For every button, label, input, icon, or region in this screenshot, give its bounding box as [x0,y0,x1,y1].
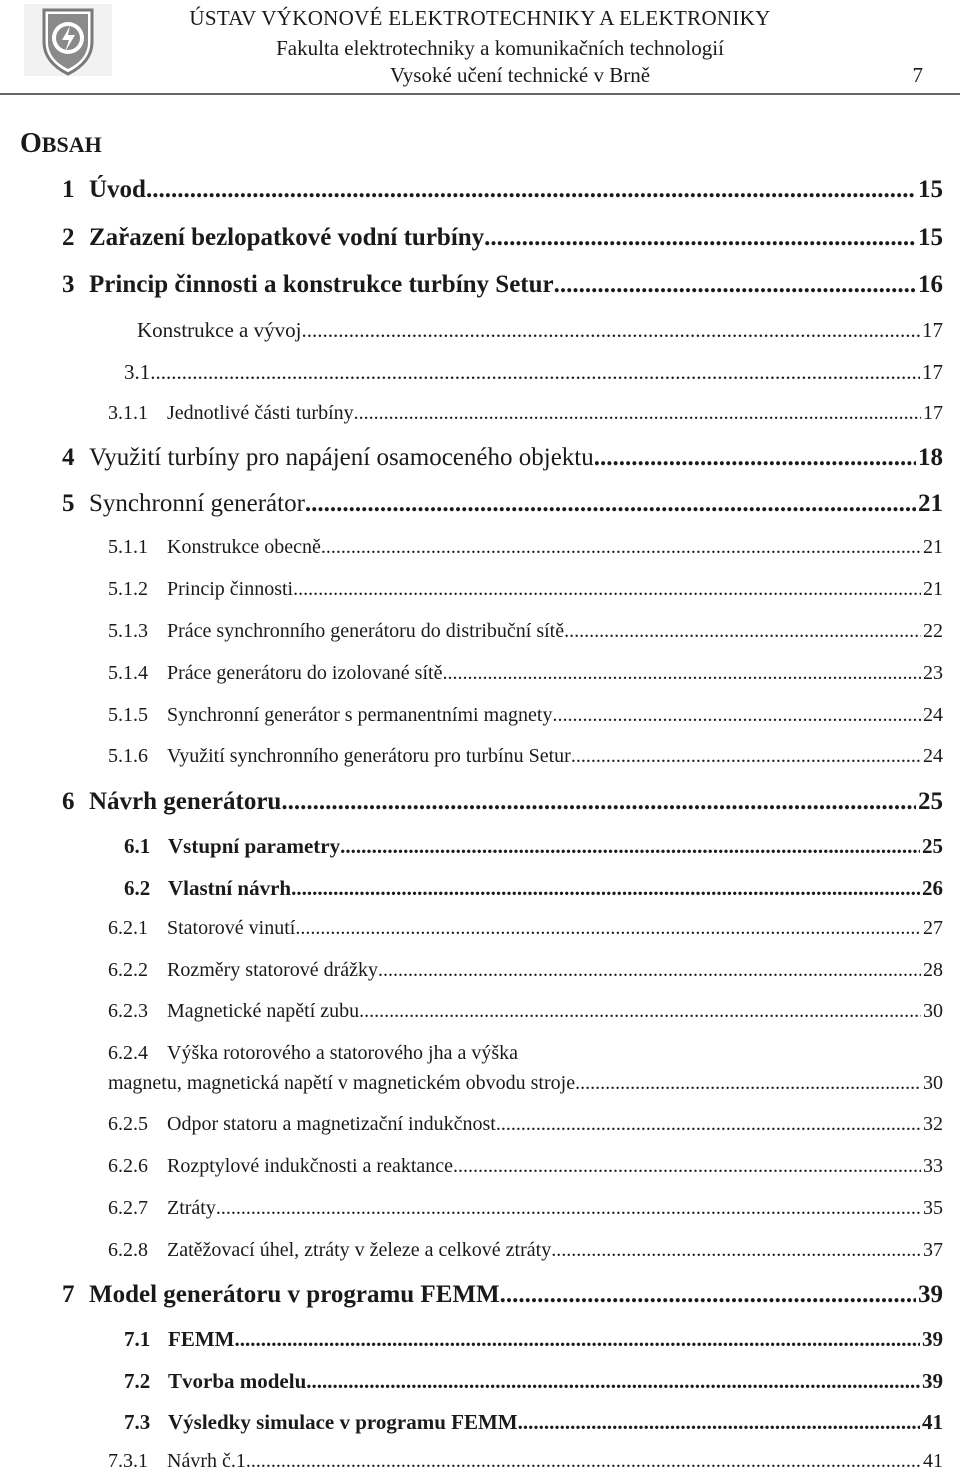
toc-leader-dots [378,959,921,982]
toc-entry[interactable] [124,876,943,901]
toc-entry-page: 23 [923,662,943,684]
toc-entry-number: 5.1.2 [108,578,148,600]
toc-entry-number: 3.1.1 [108,402,148,424]
toc-entry-title: Statorové vinutí [167,917,296,939]
toc-entry-page: 41 [922,1410,943,1434]
toc-entry[interactable] [62,271,943,299]
toc-entry-number: 5.1.1 [108,536,148,558]
toc-entry-number: 6.2.6 [108,1155,148,1177]
toc-entry-title: Odpor statoru a magnetizační indukčnost [167,1113,496,1135]
toc-leader-dots [552,704,921,727]
toc-entry-page: 17 [922,360,943,384]
toc-leader-dots [554,271,916,299]
toc-leader-dots [453,1155,921,1178]
toc-entry-page: 39 [918,1281,943,1308]
toc-entry-title: Práce synchronního generátoru do distribuční sítě [167,620,565,642]
toc-entry-title: Využití turbíny pro napájení osamoceného objektu [89,444,594,471]
toc-entry-page: 17 [923,402,943,424]
toc-leader-dots [551,1239,921,1262]
toc-leader-dots [295,917,921,940]
toc-entry-page: 21 [918,490,943,517]
toc-entry-number: 4 [62,444,75,471]
toc-leader-dots [321,536,921,559]
toc-entry-title: Práce generátoru do izolované sítě [167,662,443,684]
toc-entry-page: 41 [923,1450,943,1472]
toc-leader-dots [340,834,920,859]
toc-entry[interactable] [62,444,943,472]
toc-entry-page: 39 [922,1369,943,1393]
toc-entry[interactable] [62,176,943,204]
toc-entry-page: 32 [923,1113,943,1135]
toc-entry-number: 7.3.1 [108,1450,148,1472]
toc-entry[interactable] [124,1410,943,1435]
toc-entry[interactable] [124,360,943,385]
toc-leader-dots [291,876,920,901]
toc-entry[interactable] [108,1197,943,1220]
toc-entry[interactable] [108,917,943,940]
toc-entry-title: Model generátoru v programu FEMM [89,1281,500,1308]
toc-entry[interactable] [108,1239,943,1262]
toc-entry-title: Princip činnosti [167,578,294,600]
toc-entry[interactable] [108,1113,943,1136]
toc-entry-number: 6.2.5 [108,1113,148,1135]
toc-entry[interactable] [108,536,943,559]
toc-entry-number: 6.1 [124,834,151,858]
toc-entry[interactable] [108,1000,943,1023]
toc-entry-number: 2 [62,224,75,251]
toc-entry-title: Synchronní generátor [89,490,305,517]
toc-entry-title: Tvorba modelu [168,1369,307,1393]
toc-entry-title: Synchronní generátor s permanentními magnety [167,704,553,726]
toc-entry-number: 7 [62,1281,75,1308]
toc-entry[interactable] [108,959,943,982]
toc-leader-dots [150,360,920,385]
toc-entry-number: 7.2 [124,1369,151,1393]
toc-leader-dots [518,1410,920,1435]
toc-entry-title: Zatěžovací úhel, ztráty v železe a celkové ztráty [167,1239,552,1261]
toc-entry-page: 15 [918,224,943,251]
toc-entry-page: 15 [918,176,943,203]
toc-entry[interactable] [108,745,943,768]
toc-entry[interactable] [124,1327,943,1352]
toc-leader-dots [594,444,916,472]
toc-entry[interactable] [108,620,943,643]
toc-entry-title-continued: magnetu, magnetická napětí v magnetickém obvodu stroje [108,1072,576,1094]
toc-entry[interactable] [137,318,943,343]
toc-leader-dots [305,490,916,518]
header-faculty: Fakulta elektrotechniky a komunikačních technologií [276,36,724,60]
toc-entry-title: Konstrukce obecně [167,536,321,558]
toc-entry[interactable] [108,1155,943,1178]
toc-entry-number: 5.1.3 [108,620,148,642]
toc-entry-page: 30 [923,1000,943,1022]
toc-entry-title: Návrh generátoru [89,788,282,815]
toc-leader-dots [359,1000,921,1023]
toc-entry-page: 24 [923,745,943,767]
toc-entry-page: 37 [923,1239,943,1261]
toc-entry-page: 28 [923,959,943,981]
toc-entry-number: 6.2.1 [108,917,148,939]
toc-entry-number: 7.1 [124,1327,151,1351]
toc-entry-page: 21 [923,578,943,600]
toc-entry-title: Úvod [89,176,146,203]
toc-leader-dots [496,1113,921,1136]
toc-leader-dots [234,1327,920,1352]
toc-entry-title: Zařazení bezlopatkové vodní turbíny [89,224,485,251]
toc-entry[interactable] [62,490,943,518]
toc-leader-dots [442,662,921,685]
toc-entry-page: 21 [923,536,943,558]
toc-entry-number: 6.2.3 [108,1000,148,1022]
header-university: Vysoké učení technické v Brně [389,63,651,87]
toc-leader-dots [571,745,921,768]
toc-entry-page: 18 [918,444,943,471]
toc-leader-dots [354,402,921,425]
toc-entry-page: 22 [923,620,943,642]
toc-leader-dots [306,1369,920,1394]
toc-leader-dots [564,620,921,643]
toc-entry-title: Ztráty [167,1197,216,1219]
toc-entry[interactable] [108,662,943,685]
toc-entry[interactable] [108,704,943,727]
toc-leader-dots [301,318,920,343]
toc-entry-title: Konstrukce a vývoj [137,318,302,342]
toc-entry-title: Výška rotorového a statorového jha a výška [167,1042,519,1064]
page-title-rest: BSAH [41,132,102,157]
page-title-first-letter: O [20,128,42,159]
toc-entry[interactable] [62,788,943,816]
toc-leader-dots [216,1197,921,1220]
header-institute: ÚSTAV VÝKONOVÉ ELEKTROTECHNIKY A ELEKTRONIKY [189,6,771,30]
toc-entry-number: 6.2.7 [108,1197,148,1219]
toc-entry-number: 6.2.2 [108,959,148,981]
toc-entry-number: 6.2 [124,876,151,900]
toc-entry[interactable] [124,834,943,859]
toc-entry[interactable] [62,1281,943,1309]
toc-leader-dots [281,788,916,816]
toc-entry-number: 5 [62,490,75,517]
toc-entry-title: Princip činnosti a konstrukce turbíny Setur [89,271,554,298]
toc-entry-page: 16 [918,271,943,298]
toc-entry-page: 27 [923,917,943,939]
toc-entry-number: 1 [62,176,75,203]
toc-leader-dots [293,578,921,601]
toc-entry-page: 33 [923,1155,943,1177]
toc-entry-number: 5.1.5 [108,704,148,726]
toc-entry[interactable] [108,1450,943,1473]
toc-entry-number: 6.2.4 [108,1042,148,1064]
toc-entry-page: 24 [923,704,943,726]
toc-entry[interactable] [62,224,943,252]
toc-entry-page: 26 [922,876,943,900]
toc-entry[interactable] [108,578,943,601]
toc-entry-title: Využití synchronního generátoru pro turbínu Setur [167,745,571,767]
toc-entry-page: 35 [923,1197,943,1219]
toc-entry-first-line[interactable] [108,1042,518,1065]
toc-entry-title: Vstupní parametry [168,834,341,858]
toc-entry-title: Magnetické napětí zubu [167,1000,360,1022]
toc-entry-number: 3 [62,271,75,298]
toc-entry-number: 7.3 [124,1410,151,1434]
toc-entry-title: Vlastní návrh [168,876,292,900]
toc-entry-page: 17 [922,318,943,342]
toc-entry-number: 5.1.4 [108,662,148,684]
header-rule [0,93,960,95]
toc-entry-title: Výsledky simulace v programu FEMM [168,1410,518,1434]
toc-entry-page: 25 [922,834,943,858]
toc-entry[interactable] [124,1369,943,1394]
toc-entry-title: Rozptylové indukčnosti a reaktance [167,1155,454,1177]
toc-entry-number: 6 [62,788,75,815]
toc-entry-number: 6.2.8 [108,1239,148,1261]
toc-entry-title: Návrh č.1 [167,1450,246,1472]
toc-entry-page: 25 [918,788,943,815]
toc-entry-page: 30 [923,1072,943,1094]
toc-entry-title: Rozměry statorové drážky [167,959,379,981]
page-title [20,128,102,160]
toc-entry-title: FEMM [168,1327,235,1351]
toc-entry-number: 5.1.6 [108,745,148,767]
toc-entry-page: 39 [922,1327,943,1351]
page-number: 7 [912,63,923,87]
toc-entry[interactable] [108,402,943,425]
toc-leader-dots [246,1450,921,1473]
toc-entry-title: Jednotlivé části turbíny [167,402,354,424]
toc-entry[interactable] [108,1072,943,1095]
toc-leader-dots [484,224,916,252]
toc-leader-dots [146,176,916,204]
toc-leader-dots [575,1072,921,1095]
toc-entry-title: 3.1 [124,360,151,384]
toc-leader-dots [500,1281,916,1309]
